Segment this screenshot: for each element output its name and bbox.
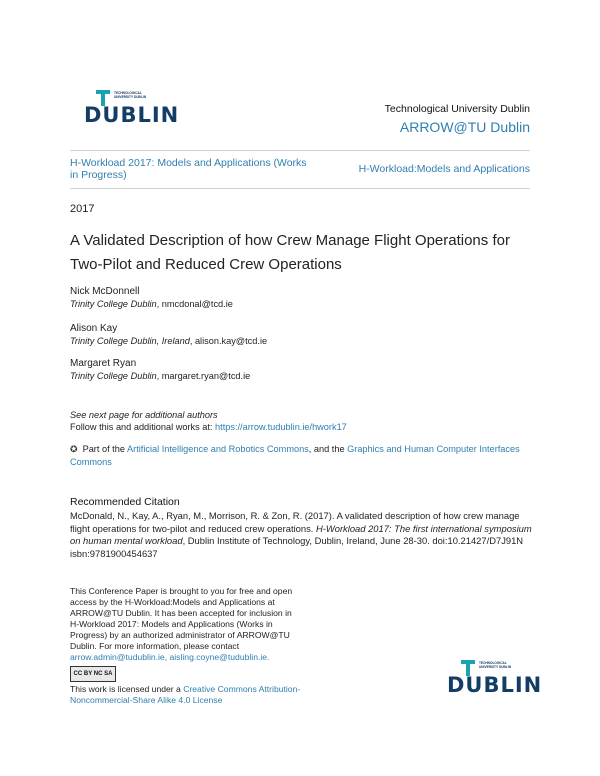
logo-tiny-text: TECHNOLOGICAL UNIVERSITY DUBLIN	[479, 661, 511, 669]
author-name: Alison Kay	[70, 323, 118, 334]
access-statement: This Conference Paper is brought to you for free and open access by the H-Workload:Models and Applications at ARROW@TU Dublin. It has been accepted for inclusion in H-Workload 2017: Models and Applications (Works in Progress) by an authorized administrator of ARROW@TU Dublin. For more information, please contact arrow.admin@tudublin.ie, aisling.coyne@tudublin.ie.	[70, 586, 293, 662]
tu-dublin-logo-footer	[445, 660, 543, 704]
logo-wordmark: DUBLIN	[84, 103, 180, 127]
part-of-line: ✪ Part of the Artificial Intelligence and Robotics Commons, and the Graphics and Human Computer Interfaces Commons	[70, 444, 520, 467]
share-icon: ✪	[70, 444, 78, 454]
author-affiliation: Trinity College Dublin, Ireland, alison.kay@tcd.ie	[70, 336, 268, 346]
license-link[interactable]: Creative Commons Attribution-Noncommercial-Share Alike 4.0 License	[70, 684, 301, 705]
citation-text: McDonald, N., Kay, A., Ryan, M., Morrison, R. & Zon, R. (2017). A validated description of how crew manage flight operations for two-pilot and reduced crew operations. H-Workload 2017: The first international symposium on human mental workload, Dublin Institute of Technology, Dublin, Ireland, June 28-30. doi:10.21427/D7J91N isbn:9781900454637	[70, 510, 532, 559]
series-link-left[interactable]: H-Workload 2017: Models and Applications (Works in Progress)	[70, 157, 307, 181]
author-block	[70, 322, 267, 348]
contact-emails-link[interactable]: arrow.admin@tudublin.ie, aisling.coyne@tudublin.ie.	[70, 652, 270, 662]
citation-heading: Recommended Citation	[70, 496, 180, 508]
series-link-right[interactable]: H-Workload:Models and Applications	[358, 163, 530, 175]
follow-line: Follow this and additional works at: https://arrow.tudublin.ie/hwork17	[70, 422, 347, 432]
tu-dublin-logo	[84, 90, 180, 134]
publication-year: 2017	[70, 203, 95, 215]
author-affiliation: Trinity College Dublin, nmcdonal@tcd.ie	[70, 299, 233, 309]
follow-url-link[interactable]: https://arrow.tudublin.ie/hwork17	[215, 422, 347, 432]
author-affiliation: Trinity College Dublin, margaret.ryan@tcd.ie	[70, 371, 251, 381]
author-name: Nick McDonnell	[70, 286, 140, 297]
author-name: Margaret Ryan	[70, 358, 137, 369]
divider-bottom	[70, 188, 530, 189]
more-authors-note: See next page for additional authors	[70, 410, 218, 420]
author-block	[70, 285, 233, 311]
paper-title: A Validated Description of how Crew Manage Flight Operations for Two-Pilot and Reduced Crew Operations	[70, 232, 510, 273]
author-block	[70, 357, 250, 383]
license-statement: This work is licensed under a Creative Commons Attribution-Noncommercial-Share Alike 4.0 License	[70, 684, 301, 705]
institution-name: Technological University Dublin	[384, 103, 530, 115]
commons-link-ai[interactable]: Artificial Intelligence and Robotics Commons	[127, 444, 309, 454]
commons-link-hci[interactable]: Graphics and Human Computer Interfaces Commons	[70, 444, 520, 467]
logo-tiny-text: TECHNOLOGICAL UNIVERSITY DUBLIN	[114, 91, 146, 99]
cc-license-badge[interactable]: CC BY NC SA	[70, 666, 116, 682]
repository-link[interactable]: ARROW@TU Dublin	[399, 119, 530, 135]
divider-top	[70, 150, 530, 151]
logo-wordmark: DUBLIN	[447, 673, 543, 697]
